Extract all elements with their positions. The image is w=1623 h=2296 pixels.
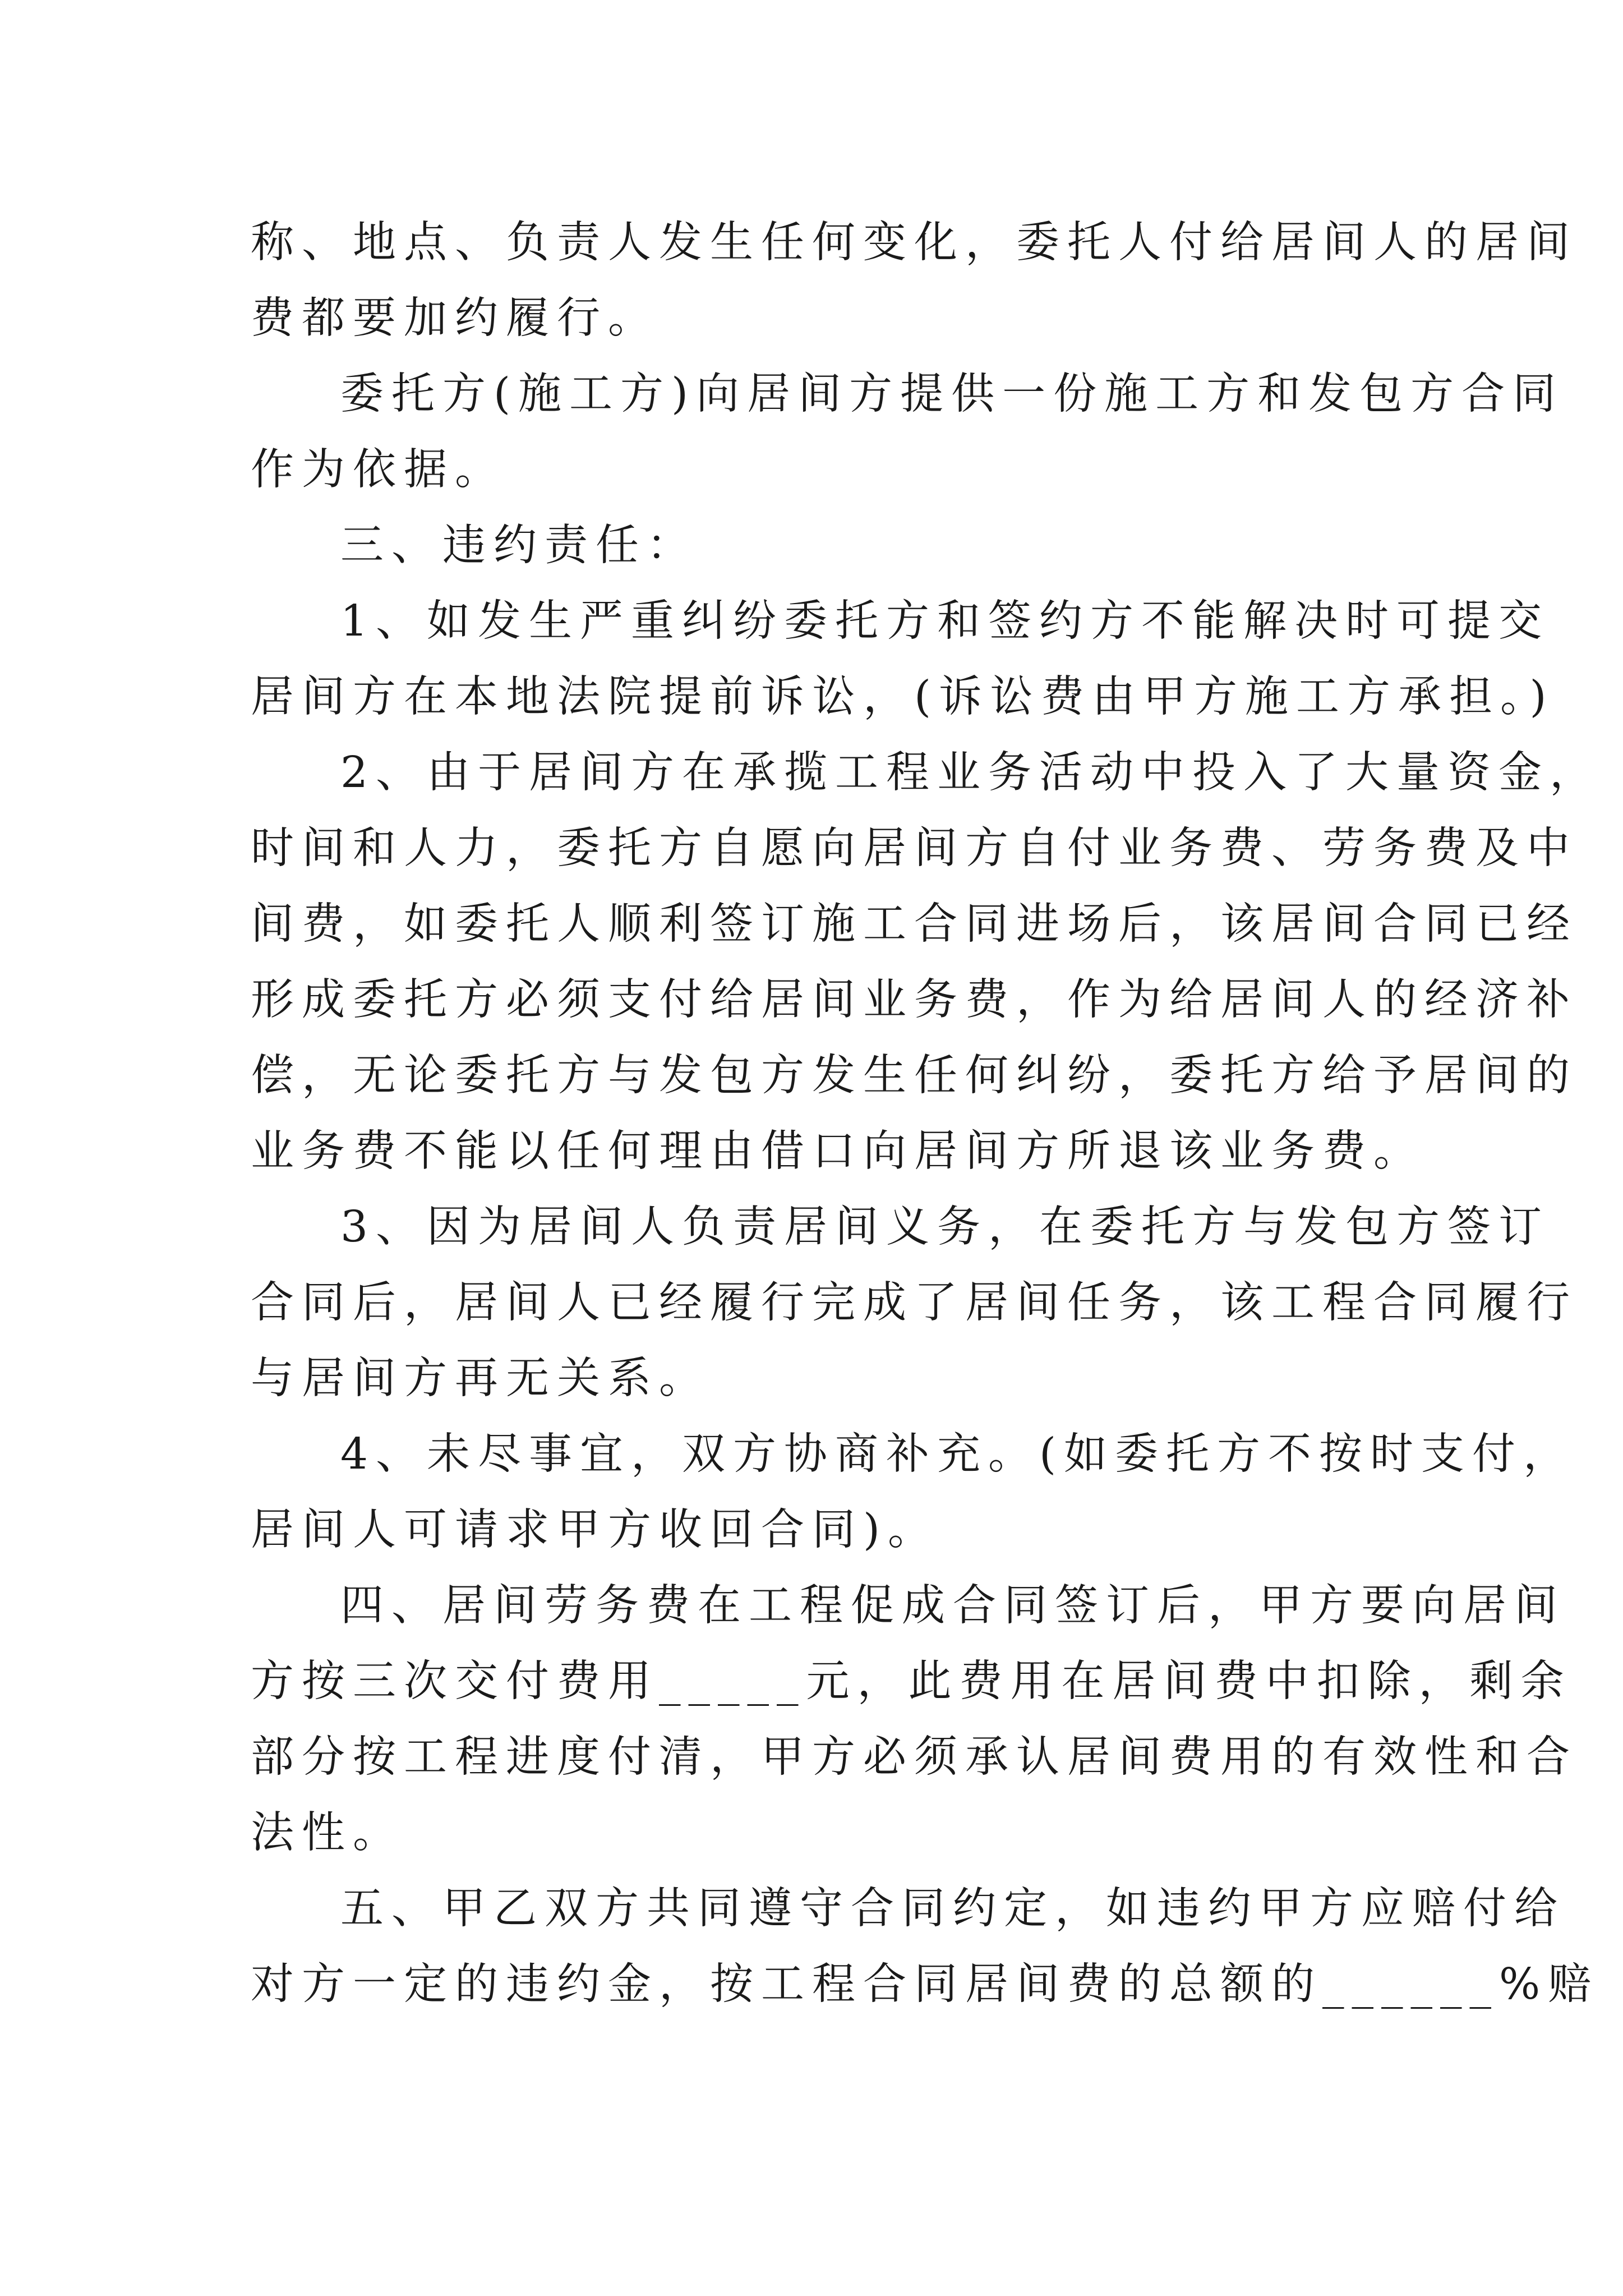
text-line: 五、甲乙双方共同遵守合同约定，如违约甲方应赔付给 bbox=[340, 1884, 1565, 1934]
text-line: 称、地点、负责人发生任何变化，委托人付给居间人的居间 bbox=[251, 218, 1578, 268]
text-line: 业务费不能以任何理由借口向居间方所退该业务费。 bbox=[251, 1126, 1424, 1176]
text-line: 4、未尽事宜，双方协商补充。(如委托方不按时支付， bbox=[340, 1429, 1575, 1479]
text-line: 委托方(施工方)向居间方提供一份施工方和发包方合同 bbox=[340, 369, 1564, 419]
text-line: 1、如发生严重纠纷委托方和签约方不能解决时可提交 bbox=[340, 596, 1550, 646]
section-heading: 三、违约责任： bbox=[340, 521, 698, 570]
text-line: 2、由于居间方在承揽工程业务活动中投入了大量资金， bbox=[340, 748, 1601, 798]
text-line: 偿，无论委托方与发包方发生任何纠纷，委托方给予居间的 bbox=[251, 1051, 1578, 1101]
text-line: 合同后，居间人已经履行完成了居间任务，该工程合同履行 bbox=[251, 1278, 1578, 1328]
text-line: 对方一定的违约金，按工程合同居间费的总额的______%赔 bbox=[251, 1959, 1599, 2009]
text-line: 法性。 bbox=[251, 1808, 404, 1858]
text-line: 方按三次交付费用_____元，此费用在居间费中扣除，剩余 bbox=[251, 1657, 1572, 1706]
text-line: 3、因为居间人负责居间义务，在委托方与发包方签订 bbox=[340, 1202, 1550, 1252]
text-line: 四、居间劳务费在工程促成合同签订后，甲方要向居间 bbox=[340, 1581, 1565, 1631]
text-line: 部分按工程进度付清，甲方必须承认居间费用的有效性和合 bbox=[251, 1732, 1578, 1782]
text-line: 作为依据。 bbox=[251, 445, 506, 495]
text-line: 间费，如委托人顺利签订施工合同进场后，该居间合同已经 bbox=[251, 899, 1578, 949]
text-line: 费都要加约履行。 bbox=[251, 293, 659, 343]
text-line: 形成委托方必须支付给居间业务费，作为给居间人的经济补 bbox=[251, 975, 1578, 1025]
text-line: 居间人可请求甲方收回合同)。 bbox=[251, 1505, 939, 1555]
text-line: 居间方在本地法院提前诉讼，(诉讼费由甲方施工方承担。) bbox=[251, 672, 1555, 722]
text-line: 与居间方再无关系。 bbox=[251, 1354, 710, 1404]
text-line: 时间和人力，委托方自愿向居间方自付业务费、劳务费及中 bbox=[251, 823, 1578, 873]
